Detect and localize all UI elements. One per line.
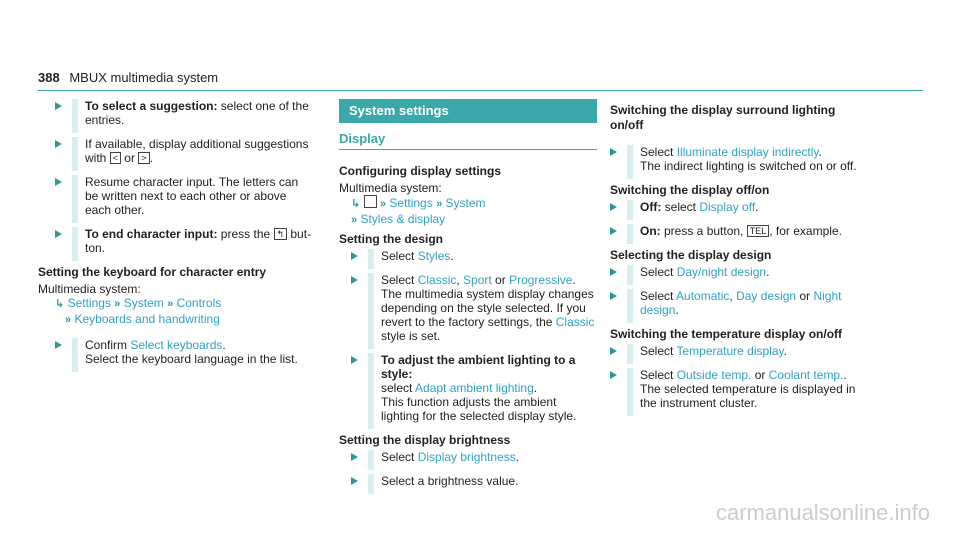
step-arrow-icon — [55, 230, 62, 238]
link-display-brightness: Display brightness — [417, 450, 516, 464]
step-text: select — [381, 381, 416, 395]
step-ambient-lighting — [351, 353, 597, 423]
header-divider — [38, 90, 923, 91]
step-text: Resume character input. The letters can be written next to each other or above each other. — [85, 175, 299, 217]
step-text: The multimedia system display changes depending on the style selected. If you revert to the factory settings, the — [381, 287, 594, 329]
display-sub-banner: Display — [339, 131, 597, 150]
path-system: System — [123, 296, 164, 310]
step-text: press a button, — [660, 224, 747, 238]
link-illuminate: Illuminate display indirectly — [676, 145, 819, 159]
link-adapt-ambient: Adapt ambient lighting — [415, 381, 534, 395]
step-text: Confirm — [85, 338, 131, 352]
column-2 — [339, 99, 597, 498]
section-heading: Setting the design — [339, 232, 444, 246]
step-select-suggestion — [55, 99, 313, 127]
path-settings: Settings — [389, 196, 433, 210]
section-sub: Multimedia system: — [38, 282, 141, 296]
step-arrow-icon — [610, 227, 617, 235]
step-arrow-icon — [610, 292, 617, 300]
step-text: If available, display additional suggestions with — [85, 137, 309, 165]
step-temp-source — [610, 368, 870, 410]
step-text: . — [533, 381, 538, 395]
step-select-styles — [351, 249, 597, 263]
step-text: . — [843, 368, 847, 382]
step-arrow-icon — [55, 341, 62, 349]
link-styles: Styles — [417, 249, 451, 263]
step-end-input — [55, 227, 313, 255]
step-display-off — [610, 200, 870, 214]
step-text: . — [783, 344, 787, 358]
page-header-title: MBUX multimedia system — [69, 70, 219, 85]
step-arrow-icon — [351, 276, 358, 284]
step-arrow-icon — [351, 252, 358, 260]
step-arrow-icon — [610, 268, 617, 276]
link-temperature-display: Temperature display — [676, 344, 784, 358]
double-chevron-icon: » — [351, 214, 358, 226]
return-arrow-icon: ↳ — [351, 198, 361, 210]
step-arrow-icon — [610, 148, 617, 156]
back-arrow-icon: ↰ — [274, 228, 288, 240]
step-additional-suggestions — [55, 137, 313, 165]
link-display-off: Display off — [699, 200, 756, 214]
link-day-night: Day/night design — [676, 265, 767, 279]
step-text: This function adjusts the ambient lighting for the selected display style. — [381, 395, 577, 423]
step-text: , — [456, 273, 464, 287]
step-arrow-icon — [351, 453, 358, 461]
step-text: Select the keyboard language in the list. — [85, 352, 298, 366]
step-text: Select — [381, 273, 418, 287]
page-header — [38, 70, 218, 85]
section-heading: Setting the keyboard for character entry — [38, 265, 267, 279]
step-text: Select — [381, 450, 418, 464]
menu-path-2 — [55, 312, 313, 328]
step-text: . — [766, 265, 770, 279]
column-3 — [610, 99, 870, 420]
step-text: style is set. — [381, 329, 441, 343]
link-coolant-temp: Coolant temp. — [768, 368, 844, 382]
column-1 — [38, 99, 313, 376]
link-automatic: Automatic — [676, 289, 730, 303]
section-heading: Switching the temperature display on/off — [610, 327, 843, 341]
section-heading: Switching the display off/on — [610, 183, 770, 197]
step-display-brightness — [351, 450, 597, 464]
step-text: The selected temperature is displayed in the instrument cluster. — [640, 382, 856, 410]
step-text: select one of the entries. — [85, 99, 309, 127]
step-text: Select a brightness value. — [381, 474, 519, 488]
section-sub: Multimedia system: — [339, 181, 442, 195]
double-chevron-icon: » — [436, 198, 443, 210]
step-text: Select — [640, 368, 677, 382]
step-text: or — [120, 151, 139, 165]
step-text: . — [450, 249, 454, 263]
chevron-left-icon: < — [110, 152, 121, 164]
page-number: 388 — [38, 70, 60, 85]
link-day-design: Day design — [736, 289, 797, 303]
step-text: Select — [640, 265, 677, 279]
system-settings-banner: System settings — [339, 99, 597, 123]
section-heading: Configuring display settings — [339, 164, 502, 178]
link-progressive: Progressive — [509, 273, 573, 287]
step-text: press the — [217, 227, 274, 241]
path-settings: Settings — [67, 296, 111, 310]
step-arrow-icon — [351, 356, 358, 364]
step-text: The indirect lighting is switched on or off. — [640, 159, 857, 173]
step-arrow-icon — [55, 178, 62, 186]
double-chevron-icon: » — [114, 298, 121, 310]
section-heading: Selecting the display design — [610, 248, 772, 262]
step-text: . — [818, 145, 822, 159]
link-classic: Classic — [417, 273, 457, 287]
path-controls: Controls — [176, 296, 222, 310]
return-arrow-icon: ↳ — [55, 298, 65, 310]
path-system: System — [445, 196, 486, 210]
step-text: . — [515, 450, 520, 464]
path-styles: Styles & display — [360, 212, 446, 226]
section-heading: Switching the display surround lighting on/off — [610, 103, 836, 132]
menu-path-2 — [339, 212, 597, 228]
step-text: Select — [640, 289, 677, 303]
step-confirm-keyboards — [55, 338, 313, 366]
section-heading: Setting the display brightness — [339, 433, 511, 447]
step-brightness-value — [351, 474, 597, 488]
step-text: , — [729, 289, 737, 303]
home-icon — [364, 195, 377, 208]
menu-path — [55, 296, 313, 312]
step-bold: To adjust the ambient lighting to a style: — [381, 353, 576, 381]
link-outside-temp: Outside temp. — [676, 368, 752, 382]
step-bold: To select a suggestion: — [85, 99, 218, 113]
step-text: . — [222, 338, 226, 352]
step-illuminate — [610, 145, 870, 173]
step-text: . — [755, 200, 759, 214]
step-design-mode — [610, 289, 870, 317]
step-arrow-icon — [55, 140, 62, 148]
step-temperature-display — [610, 344, 870, 358]
step-arrow-icon — [351, 477, 358, 485]
step-arrow-icon — [55, 102, 62, 110]
step-text: Select — [640, 145, 677, 159]
step-day-night — [610, 265, 870, 279]
step-text: . — [149, 151, 153, 165]
step-text: . — [572, 273, 576, 287]
step-bold: Off: — [640, 200, 662, 214]
step-text: or — [491, 273, 510, 287]
link-classic-2: Classic — [555, 315, 595, 329]
path-keyboards: Keyboards and handwriting — [74, 312, 220, 326]
step-arrow-icon — [610, 371, 617, 379]
step-resume-input — [55, 175, 313, 217]
link-select-keyboards: Select keyboards — [130, 338, 223, 352]
chevron-right-icon: > — [138, 152, 149, 164]
watermark: carmanualsonline.info — [715, 500, 930, 525]
step-arrow-icon — [610, 203, 617, 211]
step-text: Select — [381, 249, 418, 263]
step-bold: On: — [640, 224, 661, 238]
step-select-style-type — [351, 273, 597, 343]
menu-path — [339, 195, 597, 212]
step-bold: To end character input: — [85, 227, 218, 241]
step-arrow-icon — [610, 347, 617, 355]
step-text: , for example. — [769, 224, 842, 238]
link-night-design: Night design — [640, 289, 842, 317]
step-text: . — [675, 303, 679, 317]
step-text: Select — [640, 344, 677, 358]
step-text: but-ton. — [85, 227, 312, 255]
step-text: select — [661, 200, 700, 214]
step-text: or — [796, 289, 814, 303]
double-chevron-icon: » — [167, 298, 174, 310]
step-display-on — [610, 224, 870, 238]
double-chevron-icon: » — [65, 314, 72, 326]
double-chevron-icon: » — [379, 198, 387, 210]
step-text: or — [751, 368, 769, 382]
link-sport: Sport — [463, 273, 492, 287]
phone-key-icon: TEL — [747, 225, 770, 237]
